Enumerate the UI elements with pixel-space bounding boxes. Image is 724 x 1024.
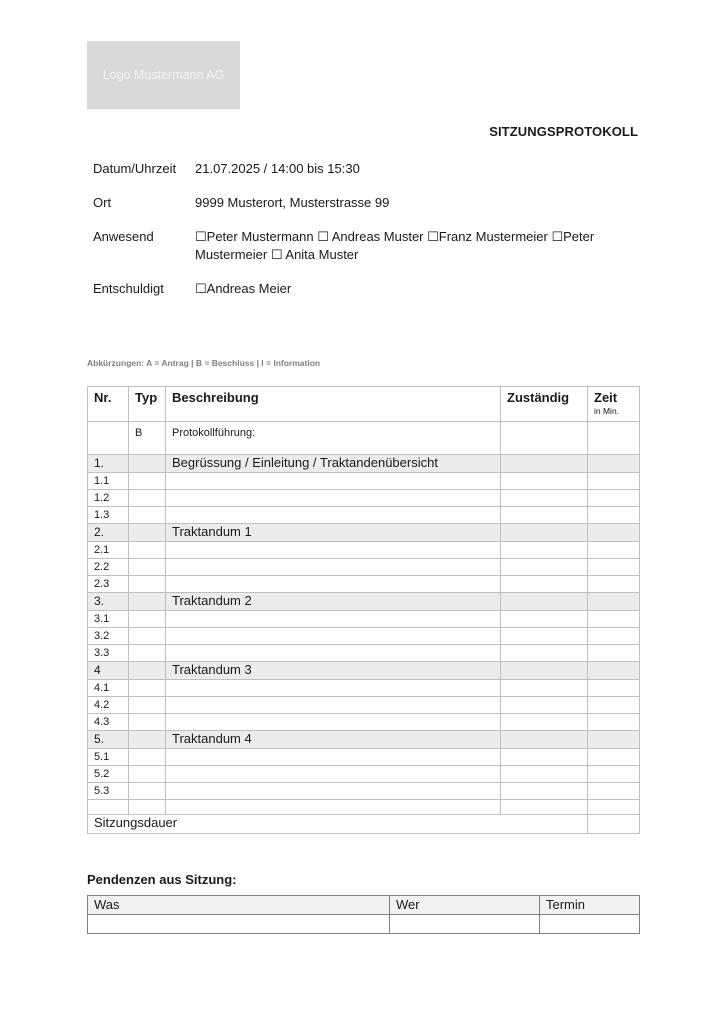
cell-typ[interactable] [129,714,166,731]
cell-responsible[interactable] [501,611,588,628]
info-value[interactable]: ☐Peter Mustermann ☐ Andreas Muster ☐Franz Mustermeier ☐Peter Mustermeier ☐ Anita Muster [195,229,595,262]
agenda-header-row [88,387,640,422]
cell-nr[interactable]: 5.3 [88,783,129,800]
agenda-section-row [88,731,640,749]
header-time-unit: in Min. [594,406,620,416]
cell-description[interactable]: Protokollführung: [166,422,501,455]
pendenzen-table [87,895,640,934]
table-row [88,915,640,934]
cell-typ[interactable] [129,611,166,628]
cell-typ[interactable] [129,662,166,680]
cell-responsible[interactable] [501,507,588,524]
table-row [88,783,640,800]
cell-description[interactable]: Traktandum 3 [166,662,501,680]
cell-responsible[interactable] [501,473,588,490]
table-row [88,507,640,524]
cell-typ[interactable] [129,455,166,473]
cell-time[interactable] [588,490,640,507]
cell-time[interactable] [588,473,640,490]
cell-typ[interactable] [129,766,166,783]
cell-was[interactable] [88,915,390,934]
cell-nr[interactable]: 5. [88,731,129,749]
cell-time[interactable] [588,628,640,645]
cell-typ[interactable] [129,628,166,645]
table-row [88,714,640,731]
table-row [88,576,640,593]
document-title: SITZUNGSPROTOKOLL [489,124,638,139]
table-row [88,559,640,576]
cell-description[interactable] [166,697,501,714]
cell-typ[interactable] [129,559,166,576]
cell-description[interactable]: Traktandum 1 [166,524,501,542]
duration-value[interactable] [588,815,640,834]
header-nr: Nr. [88,387,129,422]
cell-description[interactable] [166,490,501,507]
cell-typ[interactable] [129,490,166,507]
cell-description[interactable]: Traktandum 2 [166,593,501,611]
cell-responsible[interactable] [501,542,588,559]
cell-description[interactable]: Begrüssung / Einleitung / Traktandenübersicht [166,455,501,473]
agenda-section-row [88,524,640,542]
cell-time[interactable] [588,662,640,680]
cell-description[interactable] [166,576,501,593]
header-typ: Typ [129,387,166,422]
table-row-empty [88,800,640,815]
cell-typ[interactable] [129,680,166,697]
table-row [88,697,640,714]
cell-description[interactable] [166,507,501,524]
header-description: Beschreibung [166,387,501,422]
cell-typ[interactable] [129,507,166,524]
cell-nr[interactable]: 1. [88,455,129,473]
cell-responsible[interactable] [501,662,588,680]
cell-time[interactable] [588,766,640,783]
cell-nr[interactable]: 1.3 [88,507,129,524]
cell-wer[interactable] [390,915,540,934]
cell-typ[interactable] [129,542,166,559]
cell-nr[interactable]: 4.2 [88,697,129,714]
cell-nr[interactable]: 1.1 [88,473,129,490]
agenda-section-row [88,662,640,680]
table-row [88,749,640,766]
cell-nr[interactable]: 4.3 [88,714,129,731]
cell-time[interactable] [588,542,640,559]
cell-responsible[interactable] [501,783,588,800]
cell-description[interactable] [166,611,501,628]
cell-nr[interactable]: 4.1 [88,680,129,697]
cell-responsible[interactable] [501,749,588,766]
cell-responsible[interactable] [501,731,588,749]
cell-responsible[interactable] [501,714,588,731]
cell-time[interactable] [588,731,640,749]
cell-typ[interactable] [129,645,166,662]
cell-time[interactable] [588,576,640,593]
cell-description[interactable] [166,714,501,731]
info-row-excused [93,280,638,298]
cell-responsible[interactable] [501,559,588,576]
cell-typ[interactable] [129,800,166,815]
header-time-label: Zeit [594,390,618,405]
cell-typ[interactable]: B [129,422,166,455]
info-label: Ort [93,195,112,210]
cell-nr[interactable]: 2.1 [88,542,129,559]
cell-time[interactable] [588,524,640,542]
table-row [88,680,640,697]
cell-time[interactable] [588,593,640,611]
cell-time[interactable] [588,559,640,576]
company-logo [87,41,240,109]
info-label: Entschuldigt [93,281,164,296]
header-time [588,387,640,422]
duration-label: Sitzungsdauer [88,815,588,834]
agenda-section-row [88,593,640,611]
cell-time[interactable] [588,422,640,455]
header-wer: Wer [390,896,540,915]
cell-typ[interactable] [129,783,166,800]
cell-typ[interactable] [129,524,166,542]
cell-responsible[interactable] [501,490,588,507]
cell-nr[interactable]: 3.1 [88,611,129,628]
cell-nr[interactable]: 1.2 [88,490,129,507]
cell-nr[interactable]: 2.3 [88,576,129,593]
table-row [88,490,640,507]
info-label: Datum/Uhrzeit [93,161,177,176]
cell-typ[interactable] [129,731,166,749]
agenda-table [87,386,640,834]
meeting-info [93,160,638,314]
table-row [88,766,640,783]
table-row [88,542,640,559]
info-label: Anwesend [93,229,154,244]
cell-responsible[interactable] [501,680,588,697]
cell-description[interactable] [166,800,501,815]
cell-time[interactable] [588,455,640,473]
cell-nr[interactable]: 4 [88,662,129,680]
info-row-location [93,194,638,212]
info-row-present [93,228,638,264]
cell-responsible[interactable] [501,645,588,662]
cell-responsible[interactable] [501,524,588,542]
header-responsible: Zuständig [501,387,588,422]
cell-description[interactable] [166,680,501,697]
cell-nr[interactable]: 2. [88,524,129,542]
cell-typ[interactable] [129,593,166,611]
cell-typ[interactable] [129,749,166,766]
cell-time[interactable] [588,800,640,815]
cell-nr[interactable]: 2.2 [88,559,129,576]
cell-nr[interactable] [88,800,129,815]
info-row-date [93,160,638,178]
cell-nr[interactable] [88,422,129,455]
info-value[interactable]: ☐Andreas Meier [195,281,292,296]
cell-nr[interactable]: 3.3 [88,645,129,662]
cell-responsible[interactable] [501,628,588,645]
pendenzen-title: Pendenzen aus Sitzung: [87,872,237,887]
cell-description[interactable] [166,473,501,490]
cell-description[interactable]: Traktandum 4 [166,731,501,749]
cell-time[interactable] [588,680,640,697]
cell-typ[interactable] [129,697,166,714]
cell-responsible[interactable] [501,593,588,611]
table-row [88,645,640,662]
info-value[interactable]: 9999 Musterort, Musterstrasse 99 [195,195,390,210]
cell-nr[interactable]: 5.2 [88,766,129,783]
cell-description[interactable] [166,783,501,800]
cell-time[interactable] [588,507,640,524]
table-row [88,422,640,455]
cell-typ[interactable] [129,473,166,490]
cell-typ[interactable] [129,576,166,593]
header-termin: Termin [540,896,640,915]
cell-nr[interactable]: 3. [88,593,129,611]
cell-time[interactable] [588,714,640,731]
cell-time[interactable] [588,783,640,800]
cell-nr[interactable]: 5.1 [88,749,129,766]
cell-responsible[interactable] [501,422,588,455]
cell-time[interactable] [588,697,640,714]
cell-responsible[interactable] [501,697,588,714]
table-row [88,473,640,490]
cell-responsible[interactable] [501,576,588,593]
cell-description[interactable] [166,645,501,662]
cell-description[interactable] [166,749,501,766]
agenda-section-row [88,455,640,473]
cell-responsible[interactable] [501,766,588,783]
cell-description[interactable] [166,628,501,645]
table-row [88,611,640,628]
cell-time[interactable] [588,645,640,662]
header-was: Was [88,896,390,915]
cell-description[interactable] [166,559,501,576]
info-value[interactable]: 21.07.2025 / 14:00 bis 15:30 [195,161,360,176]
cell-time[interactable] [588,611,640,628]
cell-termin[interactable] [540,915,640,934]
abbreviations-note: Abkürzungen: A = Antrag | B = Beschluss | I = Information [87,358,321,368]
cell-nr[interactable]: 3.2 [88,628,129,645]
cell-time[interactable] [588,749,640,766]
cell-responsible[interactable] [501,800,588,815]
pendenzen-header-row [88,896,640,915]
cell-responsible[interactable] [501,455,588,473]
table-row [88,628,640,645]
logo-text: Logo Mustermann AG [102,68,225,82]
cell-description[interactable] [166,542,501,559]
duration-row [88,815,640,834]
cell-description[interactable] [166,766,501,783]
